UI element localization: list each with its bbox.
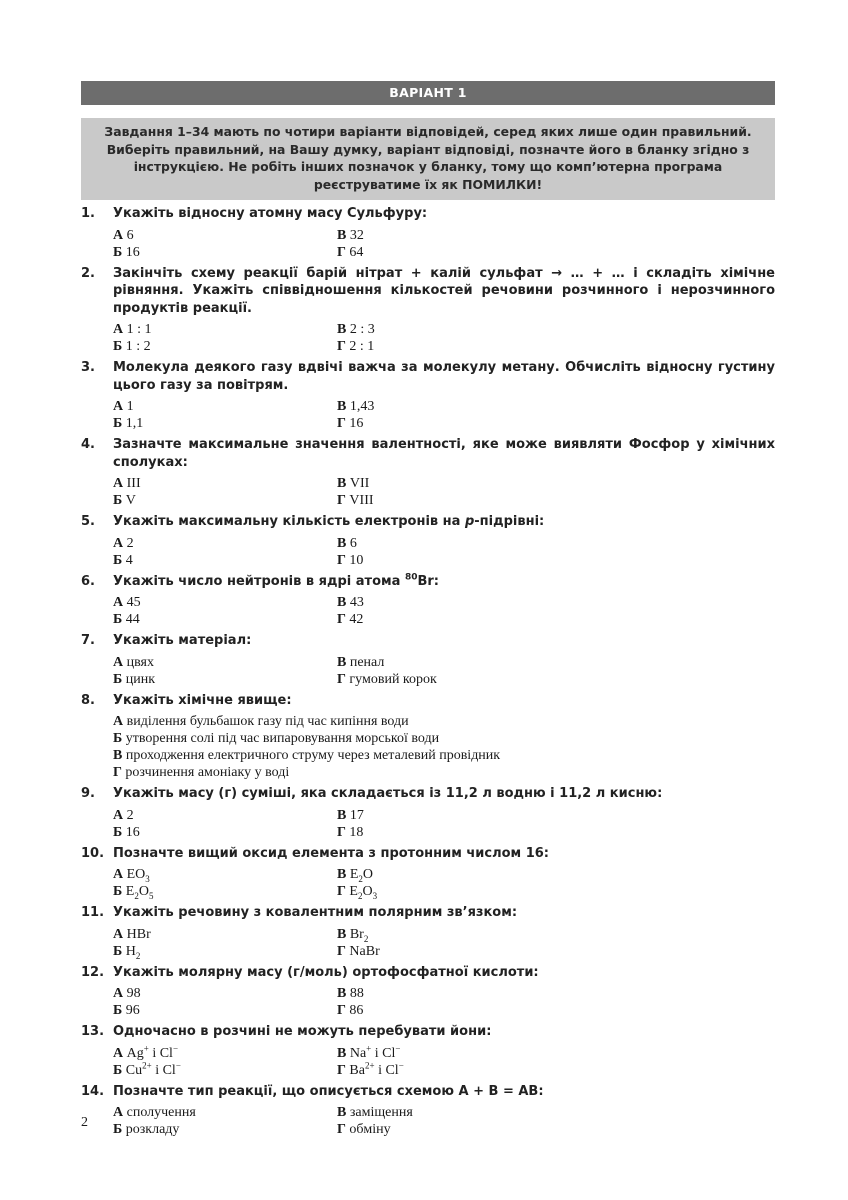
question-text: Укажіть речовину з ковалентним полярним зв’язком:: [113, 905, 518, 920]
question-number: 1.: [81, 206, 95, 221]
option-a: А Ag+ і Cl−: [113, 1042, 179, 1061]
option-a: А 2: [113, 807, 134, 823]
option-v: В 17: [337, 807, 364, 823]
option-g: Г 16: [337, 416, 364, 431]
option-v: В пенал: [337, 654, 385, 670]
question-14: [81, 1083, 775, 1139]
option-a: А HBr: [113, 926, 151, 942]
question-text: Позначте вищий оксид елемента з протонним числом 16:: [113, 845, 550, 861]
option-g: Г 18: [337, 824, 364, 840]
option-b: Б цинк: [113, 671, 156, 687]
option-a: А $EO_3$: [113, 867, 150, 884]
option-a: А 98: [113, 986, 141, 1001]
option-v: В 6: [337, 535, 357, 551]
question-text: Укажіть масу (г) суміші, яка складається із 11,2 л водню і 11,2 л кисню:: [113, 786, 663, 801]
option-b: Б $H_2$: [113, 943, 141, 961]
question-7: [81, 632, 775, 688]
option-g: Г $Ba^{2+}$ і Cl−: [337, 1059, 404, 1078]
option-v: В $E_2O$: [337, 867, 374, 884]
question-3: [81, 359, 775, 432]
option-g: Г обміну: [337, 1122, 391, 1137]
question-number: 4.: [81, 437, 95, 452]
question-text: Укажіть відносну атомну масу Сульфуру:: [113, 206, 428, 221]
question-number: 8.: [81, 692, 95, 708]
option-g: Г гумовий корок: [337, 671, 437, 687]
question-5: [81, 513, 775, 569]
question-number: 2.: [81, 265, 95, 281]
question-text: Зазначте максимальне значення валентності, яке може виявляти Фосфор у хімічних сполуках:: [113, 437, 775, 470]
question-text: Укажіть максимальну кількість електронів на p-підрівні:: [113, 514, 545, 529]
question-number: 7.: [81, 633, 95, 648]
question-12: [81, 964, 775, 1020]
question-text: Укажіть молярну масу (г/моль) ортофосфатної кислоти:: [113, 964, 539, 980]
option-v: В 1,43: [337, 399, 375, 414]
option-g: Г 64: [337, 244, 364, 260]
question-1: [81, 205, 775, 261]
option-a: А III: [113, 476, 141, 491]
question-text: Укажіть матеріал:: [113, 633, 252, 648]
option-g: Г 10: [337, 552, 364, 568]
option-b: Б 1 : 2: [113, 339, 151, 354]
option-g: Г 86: [337, 1003, 364, 1018]
option-b: Б $Cu^{2+}$ і Cl−: [113, 1059, 181, 1078]
option-a: А 6: [113, 227, 134, 243]
option-b: Б 44: [113, 612, 140, 627]
option-g: Г $E_2O_3$: [337, 884, 378, 901]
question-text: Укажіть хімічне явище:: [113, 692, 292, 708]
question-number: 5.: [81, 514, 95, 529]
page-number: 2: [81, 1115, 88, 1130]
option-v: В Na+ і Cl−: [337, 1042, 401, 1061]
option-g: Г NaBr: [337, 943, 380, 959]
question-4: [81, 436, 775, 509]
option-b: Б 16: [113, 244, 140, 260]
variant-banner: ВАРІАНТ 1: [81, 81, 775, 105]
option-a: А 1: [113, 399, 134, 414]
option-v: В 43: [337, 595, 364, 610]
option-v: В 32: [337, 227, 364, 243]
question-text: Укажіть число нейтронів в ядрі атома $^{80}$Br:: [113, 572, 439, 589]
option-a: А виділення бульбашок газу під час кипіння води: [113, 714, 409, 729]
question-2: [81, 265, 775, 356]
question-number: 10.: [81, 845, 105, 861]
option-g: Г 42: [337, 612, 364, 627]
question-text: Закінчіть схему реакції барій нітрат + калій сульфат → … + … і складіть хімічне рівняння. Укажіть співвідношення кількостей речовини розчинного і нерозчинного продуктів реакції.: [113, 265, 775, 316]
option-b: Б 16: [113, 824, 140, 840]
question-number: 11.: [81, 905, 105, 920]
option-b: Б V: [113, 493, 136, 508]
option-b: Б утворення солі під час випаровування морської води: [113, 731, 440, 746]
question-8: [81, 692, 775, 782]
question-number: 13.: [81, 1024, 105, 1039]
option-b: Б 1,1: [113, 416, 144, 431]
option-b: Б 96: [113, 1003, 140, 1018]
option-a: А 1 : 1: [113, 322, 152, 337]
question-text: Одночасно в розчині не можуть перебувати йони:: [113, 1024, 492, 1039]
question-text: Позначте тип реакції, що описується схемою A + B = AB:: [113, 1083, 544, 1099]
question-13: [81, 1023, 775, 1079]
page: [81, 81, 775, 1138]
question-6: [81, 573, 775, 629]
option-a: А 2: [113, 535, 134, 551]
option-a: А 45: [113, 595, 141, 610]
option-v: В заміщення: [337, 1105, 413, 1120]
option-v: В проходження електричного струму через металевий провідник: [113, 748, 501, 763]
option-v: В 2 : 3: [337, 322, 375, 337]
question-number: 9.: [81, 786, 95, 801]
option-g: Г VIII: [337, 493, 374, 508]
option-v: В 88: [337, 986, 364, 1001]
option-b: Б $E_2O_5$: [113, 884, 154, 901]
option-v: В $Br_2$: [337, 926, 369, 944]
question-text: Молекула деякого газу вдвічі важча за молекулу метану. Обчисліть відносну густину цього газу за повітрям.: [113, 360, 775, 393]
question-number: 14.: [81, 1083, 105, 1099]
question-number: 12.: [81, 964, 105, 980]
option-g: Г 2 : 1: [337, 339, 375, 354]
option-v: В VII: [337, 476, 370, 491]
questions-list: [81, 205, 775, 1138]
question-9: [81, 785, 775, 841]
question-11: [81, 904, 775, 960]
question-10: [81, 845, 775, 901]
option-a: А цвях: [113, 654, 154, 670]
option-a: А сполучення: [113, 1105, 196, 1120]
option-b: Б розкладу: [113, 1122, 180, 1137]
question-number: 6.: [81, 573, 95, 589]
instructions-box: Завдання 1–34 мають по чотири варіанти відповідей, серед яких лише один правильний. Виберіть правильний, на Вашу думку, варіант відповіді, позначте його в бланку згідно з інструкцією. Не робіть інших позначок у бланку, тому що комп’ютерна програма реєструватиме їх як ПОМИЛКИ!: [81, 118, 775, 200]
option-b: Б 4: [113, 552, 133, 568]
option-g: Г розчинення амоніаку у воді: [113, 765, 290, 780]
question-number: 3.: [81, 360, 95, 375]
